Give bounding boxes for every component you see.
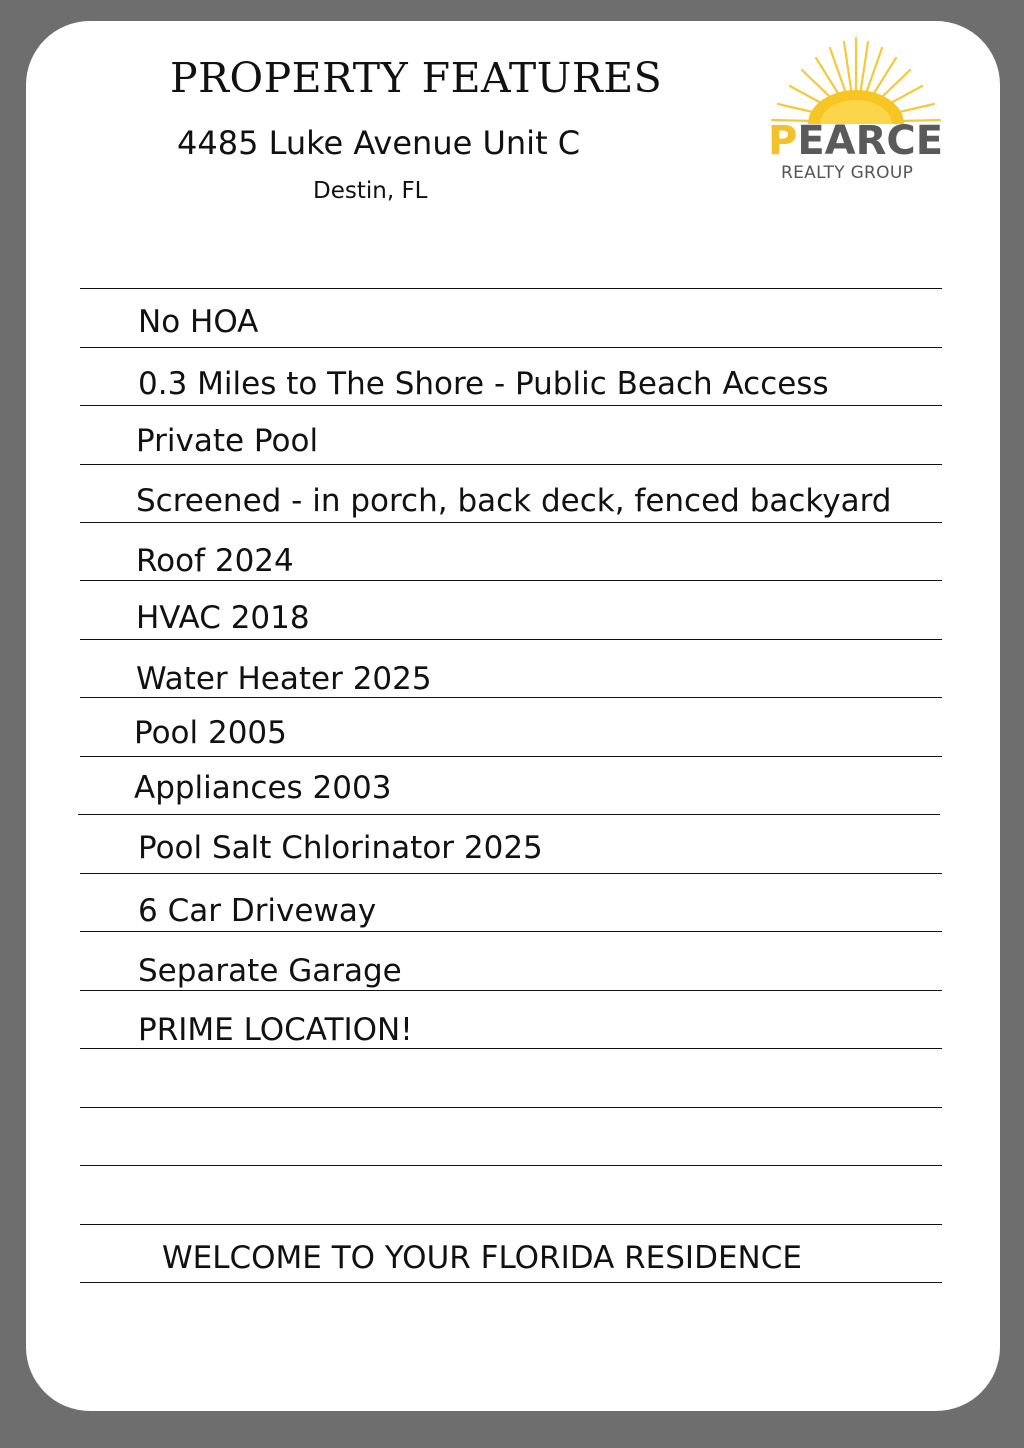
feature-item: Separate Garage: [138, 953, 402, 989]
divider-line: [80, 873, 942, 874]
divider-line: [80, 1282, 942, 1283]
property-city: Destin, FL: [313, 178, 428, 204]
divider-line: [80, 1224, 942, 1225]
divider-line: [80, 522, 942, 523]
feature-item: 6 Car Driveway: [138, 893, 377, 929]
welcome-banner: WELCOME TO YOUR FLORIDA RESIDENCE: [162, 1240, 802, 1276]
divider-line: [78, 814, 940, 815]
divider-line: [80, 464, 942, 465]
divider-line: [80, 580, 942, 581]
feature-item: Pool Salt Chlorinator 2025: [138, 830, 543, 866]
feature-item: Private Pool: [136, 423, 319, 459]
divider-line: [80, 990, 942, 991]
logo-subtitle: REALTY GROUP: [781, 163, 914, 183]
divider-line: [80, 1048, 942, 1049]
feature-item: Pool 2005: [134, 715, 287, 751]
property-address: 4485 Luke Avenue Unit C: [177, 124, 581, 162]
feature-item: Appliances 2003: [134, 770, 392, 806]
feature-item: No HOA: [138, 304, 259, 340]
divider-line: [80, 1165, 942, 1166]
feature-item: PRIME LOCATION!: [138, 1012, 413, 1048]
sunburst-icon: [764, 30, 948, 130]
divider-line: [80, 1107, 942, 1108]
divider-line: [80, 347, 942, 348]
divider-line: [80, 288, 942, 289]
divider-line: [80, 639, 942, 640]
feature-item: Water Heater 2025: [136, 661, 432, 697]
page-title: PROPERTY FEATURES: [170, 54, 663, 102]
pearce-realty-logo: [764, 30, 948, 190]
divider-line: [80, 931, 942, 932]
feature-item: Screened - in porch, back deck, fenced backyard: [136, 483, 892, 519]
feature-item: 0.3 Miles to The Shore - Public Beach Access: [138, 366, 829, 402]
divider-line: [80, 405, 942, 406]
logo-brand-name: PEARCE: [768, 118, 944, 164]
feature-item: Roof 2024: [136, 543, 294, 579]
feature-item: HVAC 2018: [136, 600, 310, 636]
divider-line: [80, 756, 942, 757]
divider-line: [80, 697, 942, 698]
